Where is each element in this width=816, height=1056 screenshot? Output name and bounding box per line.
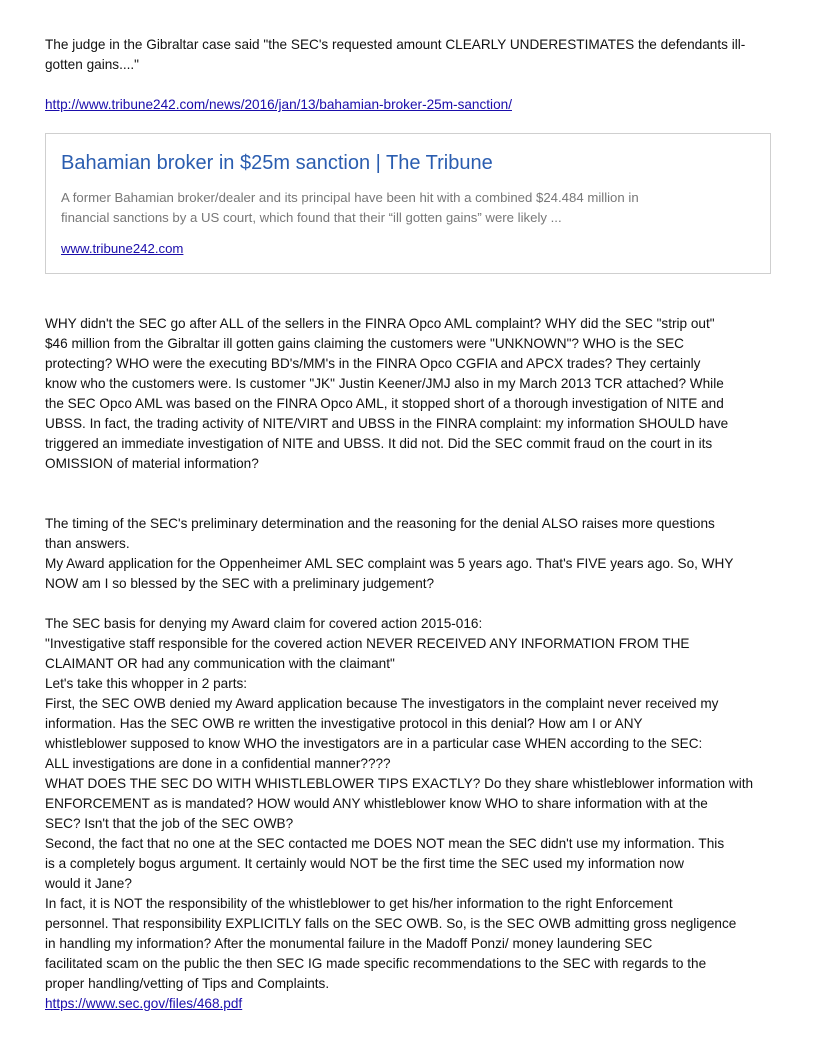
basis-line: ALL investigations are done in a confidential manner???? [45,756,391,771]
basis-line: ENFORCEMENT as is mandated? HOW would ANY whistleblower know WHO to share information with at the [45,796,708,811]
why-paragraph [45,314,775,474]
why-line: UBSS. In fact, the trading activity of NITE/VIRT and UBSS in the FINRA complaint: my information SHOULD have [45,416,729,431]
tribune-article-link[interactable]: http://www.tribune242.com/news/2016/jan/13/bahamian-broker-25m-sanction/ [45,97,512,112]
basis-line: Let's take this whopper in 2 parts: [45,676,248,691]
timing-paragraph [45,514,775,594]
why-line: OMISSION of material information? [45,456,259,471]
link-preview-description-line: A former Bahamian broker/dealer and its principal have been hit with a combined $24.484 million in [61,190,639,205]
link-preview-card[interactable] [45,133,771,274]
link-preview-title[interactable]: Bahamian broker in $25m sanction | The Tribune [61,152,493,174]
why-line: protecting? WHO were the executing BD's/MM's in the FINRA Opco CGFIA and APCX trades? They certainly [45,356,701,371]
why-line: WHY didn't the SEC go after ALL of the sellers in the FINRA Opco AML complaint? WHY did the SEC "strip out" [45,316,715,331]
basis-line: In fact, it is NOT the responsibility of the whistleblower to get his/her information to the right Enforcement [45,896,673,911]
basis-line: facilitated scam on the public the then SEC IG made specific recommendations to the SEC with regards to the [45,956,707,971]
basis-line: Second, the fact that no one at the SEC contacted me DOES NOT mean the SEC didn't use my information. This [45,836,725,851]
why-line: triggered an immediate investigation of NITE and UBSS. It did not. Did the SEC commit fraud on the court in its [45,436,713,451]
basis-line: personnel. That responsibility EXPLICITLY falls on the SEC OWB. So, is the SEC OWB admitting gross negligence [45,916,737,931]
basis-line: proper handling/vetting of Tips and Complaints. [45,976,330,991]
basis-line: WHAT DOES THE SEC DO WITH WHISTLEBLOWER TIPS EXACTLY? Do they share whistleblower information with [45,776,754,791]
basis-line: CLAIMANT OR had any communication with the claimant" [45,656,395,671]
basis-line: The SEC basis for denying my Award claim for covered action 2015-016: [45,616,483,631]
intro-line: The judge in the Gibraltar case said "the SEC's requested amount CLEARLY UNDERESTIMATES the defendants ill- [45,37,746,52]
basis-paragraph [45,614,775,994]
why-line: $46 million from the Gibraltar ill gotten gains claiming the customers were "UNKNOWN"? WHO is the SEC [45,336,684,351]
basis-line: information. Has the SEC OWB re written the investigative protocol in this denial? How am I or ANY [45,716,643,731]
basis-line: First, the SEC OWB denied my Award application because The investigators in the complaint never received my [45,696,719,711]
sec-pdf-link[interactable]: https://www.sec.gov/files/468.pdf [45,996,243,1011]
link-preview-site[interactable]: www.tribune242.com [61,241,184,256]
why-line: the SEC Opco AML was based on the FINRA Opco AML, it stopped short of a thorough investigation of NITE and [45,396,724,411]
basis-line: is a completely bogus argument. It certainly would NOT be the first time the SEC used my information now [45,856,684,871]
timing-line: than answers. [45,536,130,551]
timing-line: The timing of the SEC's preliminary determination and the reasoning for the denial ALSO raises more questions [45,516,715,531]
basis-line: whistleblower supposed to know WHO the investigators are in a particular case WHEN according to the SEC: [45,736,703,751]
intro-line: gotten gains...." [45,57,140,72]
timing-line: NOW am I so blessed by the SEC with a preliminary judgement? [45,576,435,591]
document-page [45,35,775,1014]
link-preview-description [61,188,755,228]
why-line: know who the customers were. Is customer "JK" Justin Keener/JMJ also in my March 2013 TCR attached? While [45,376,724,391]
basis-line: in handling my information? After the monumental failure in the Madoff Ponzi/ money laundering SEC [45,936,653,951]
basis-line: SEC? Isn't that the job of the SEC OWB? [45,816,294,831]
basis-line: "Investigative staff responsible for the covered action NEVER RECEIVED ANY INFORMATION FROM THE [45,636,690,651]
timing-line: My Award application for the Oppenheimer AML SEC complaint was 5 years ago. That's FIVE years ago. So, WHY [45,556,734,571]
link-preview-description-line: financial sanctions by a US court, which found that their “ill gotten gains” were likely ... [61,210,562,225]
intro-paragraph [45,35,775,75]
basis-line: would it Jane? [45,876,132,891]
